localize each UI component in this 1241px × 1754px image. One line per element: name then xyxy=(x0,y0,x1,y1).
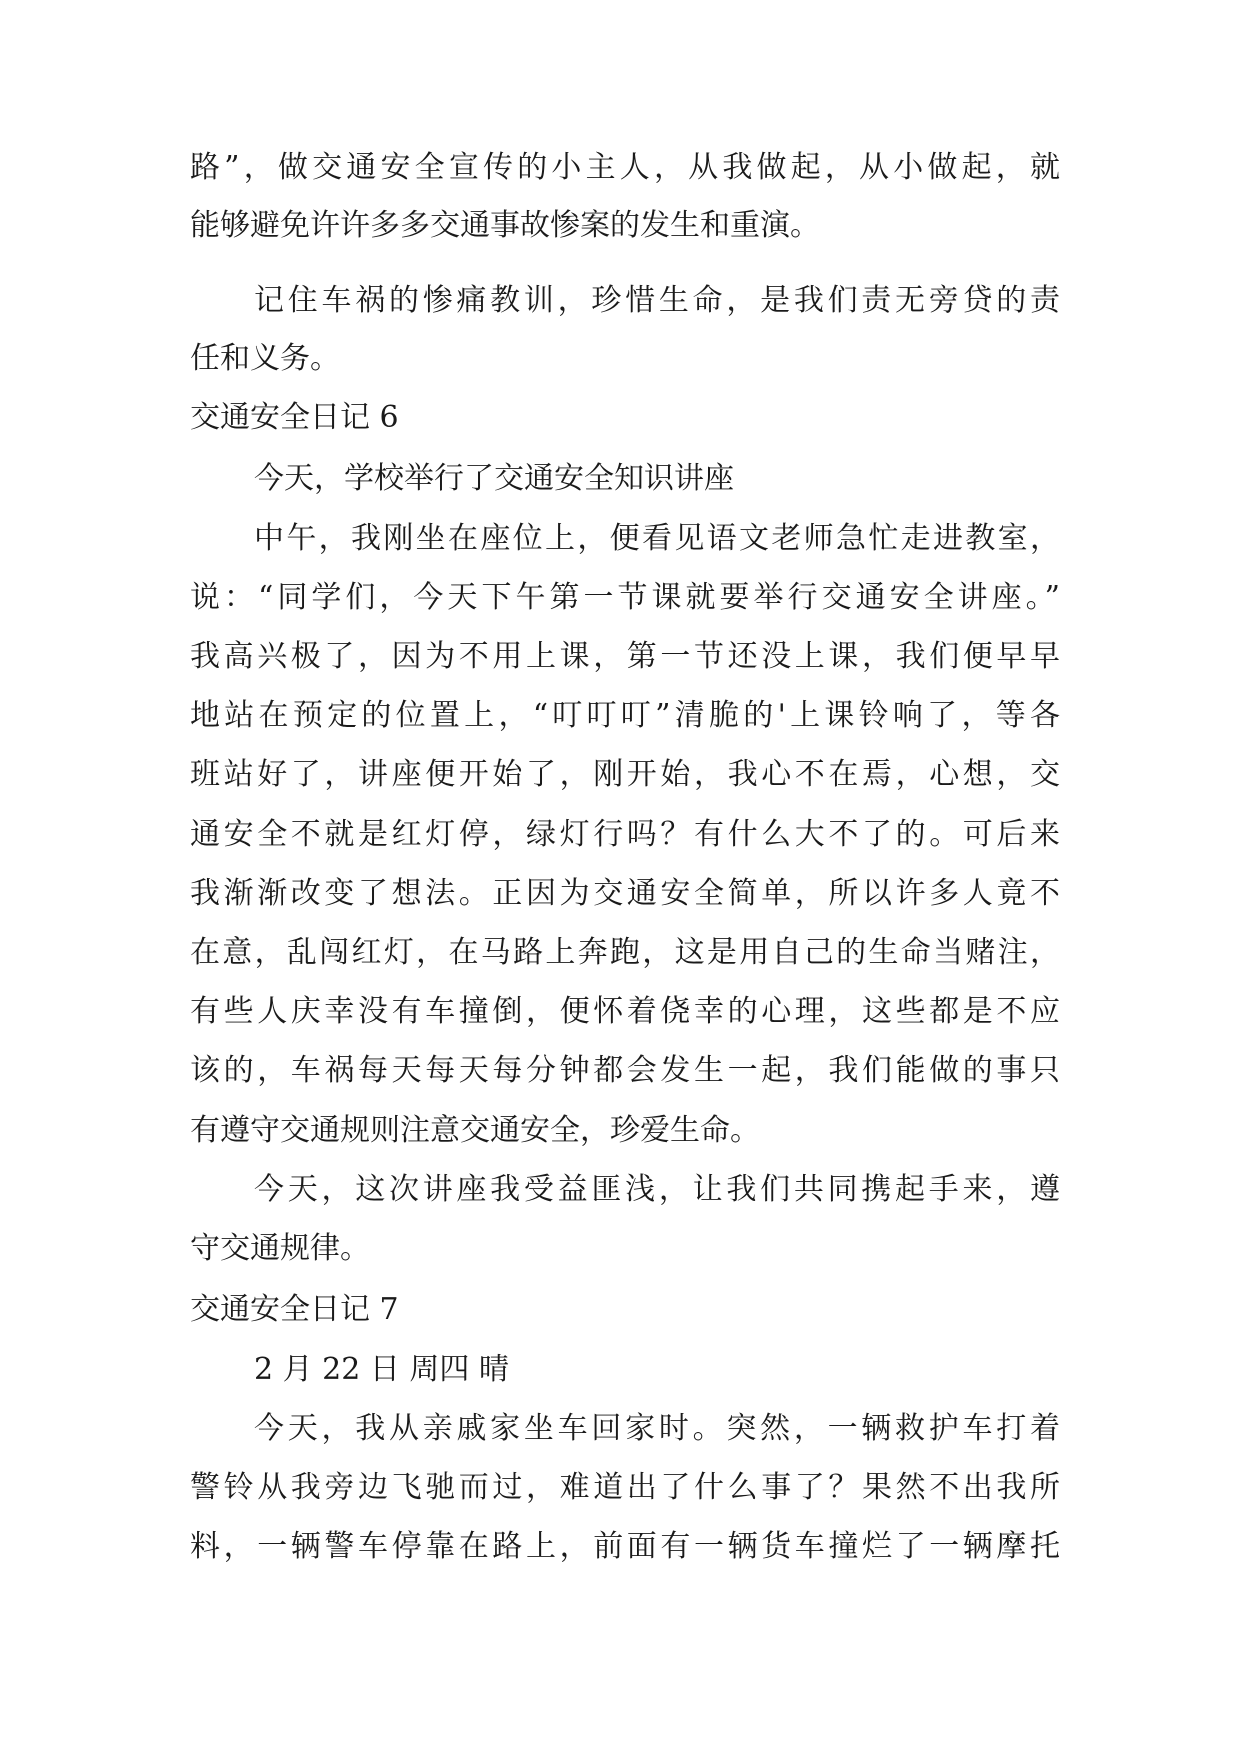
diary-title-line: 今天，学校举行了交通安全知识讲座 xyxy=(254,461,734,496)
section-heading: 交通安全日记 7 xyxy=(190,1292,399,1327)
section-heading: 交通安全日记 6 xyxy=(190,400,399,435)
text-line: 有些人庆幸没有车撞倒，便怀着侥幸的心理，这些都是不应 xyxy=(190,994,1060,1029)
text-line: 任和义务。 xyxy=(190,341,340,376)
diary-date-line: 2 月 22 日 周四 晴 xyxy=(254,1352,509,1387)
text-line: 在意，乱闯红灯，在马路上奔跑，这是用自己的生命当赌注， xyxy=(190,935,1060,970)
text-line: 该的，车祸每天每天每分钟都会发生一起，我们能做的事只 xyxy=(190,1053,1060,1088)
text-line: 通安全不就是红灯停，绿灯行吗？有什么大不了的。可后来 xyxy=(190,817,1060,852)
text-line: 我高兴极了，因为不用上课，第一节还没上课，我们便早早 xyxy=(190,639,1060,674)
text-line: 守交通规律。 xyxy=(190,1231,370,1266)
paragraph-line: 记住车祸的惨痛教训，珍惜生命，是我们责无旁贷的责 xyxy=(254,283,1060,318)
paragraph-line: 中午，我刚坐在座位上，便看见语文老师急忙走进教室， xyxy=(254,521,1060,556)
text-line: 地站在预定的位置上，“叮叮叮”清脆的'上课铃响了，等各 xyxy=(190,698,1060,733)
text-line: 班站好了，讲座便开始了，刚开始，我心不在焉，心想，交 xyxy=(190,757,1060,792)
text-line: 警铃从我旁边飞驰而过，难道出了什么事了？果然不出我所 xyxy=(190,1470,1060,1505)
paragraph-line: 今天，我从亲戚家坐车回家时。突然，一辆救护车打着 xyxy=(254,1411,1060,1446)
text-line: 能够避免许许多多交通事故惨案的发生和重演。 xyxy=(190,208,820,243)
text-line: 路”，做交通安全宣传的小主人，从我做起，从小做起，就 xyxy=(190,150,1060,185)
text-line: 有遵守交通规则注意交通安全，珍爱生命。 xyxy=(190,1113,760,1148)
text-line: 说：“同学们，今天下午第一节课就要举行交通安全讲座。” xyxy=(190,580,1060,615)
paragraph-line: 今天，这次讲座我受益匪浅，让我们共同携起手来，遵 xyxy=(254,1172,1060,1207)
text-line: 我渐渐改变了想法。正因为交通安全简单，所以许多人竟不 xyxy=(190,876,1060,911)
text-line: 料，一辆警车停靠在路上，前面有一辆货车撞烂了一辆摩托 xyxy=(190,1529,1060,1564)
